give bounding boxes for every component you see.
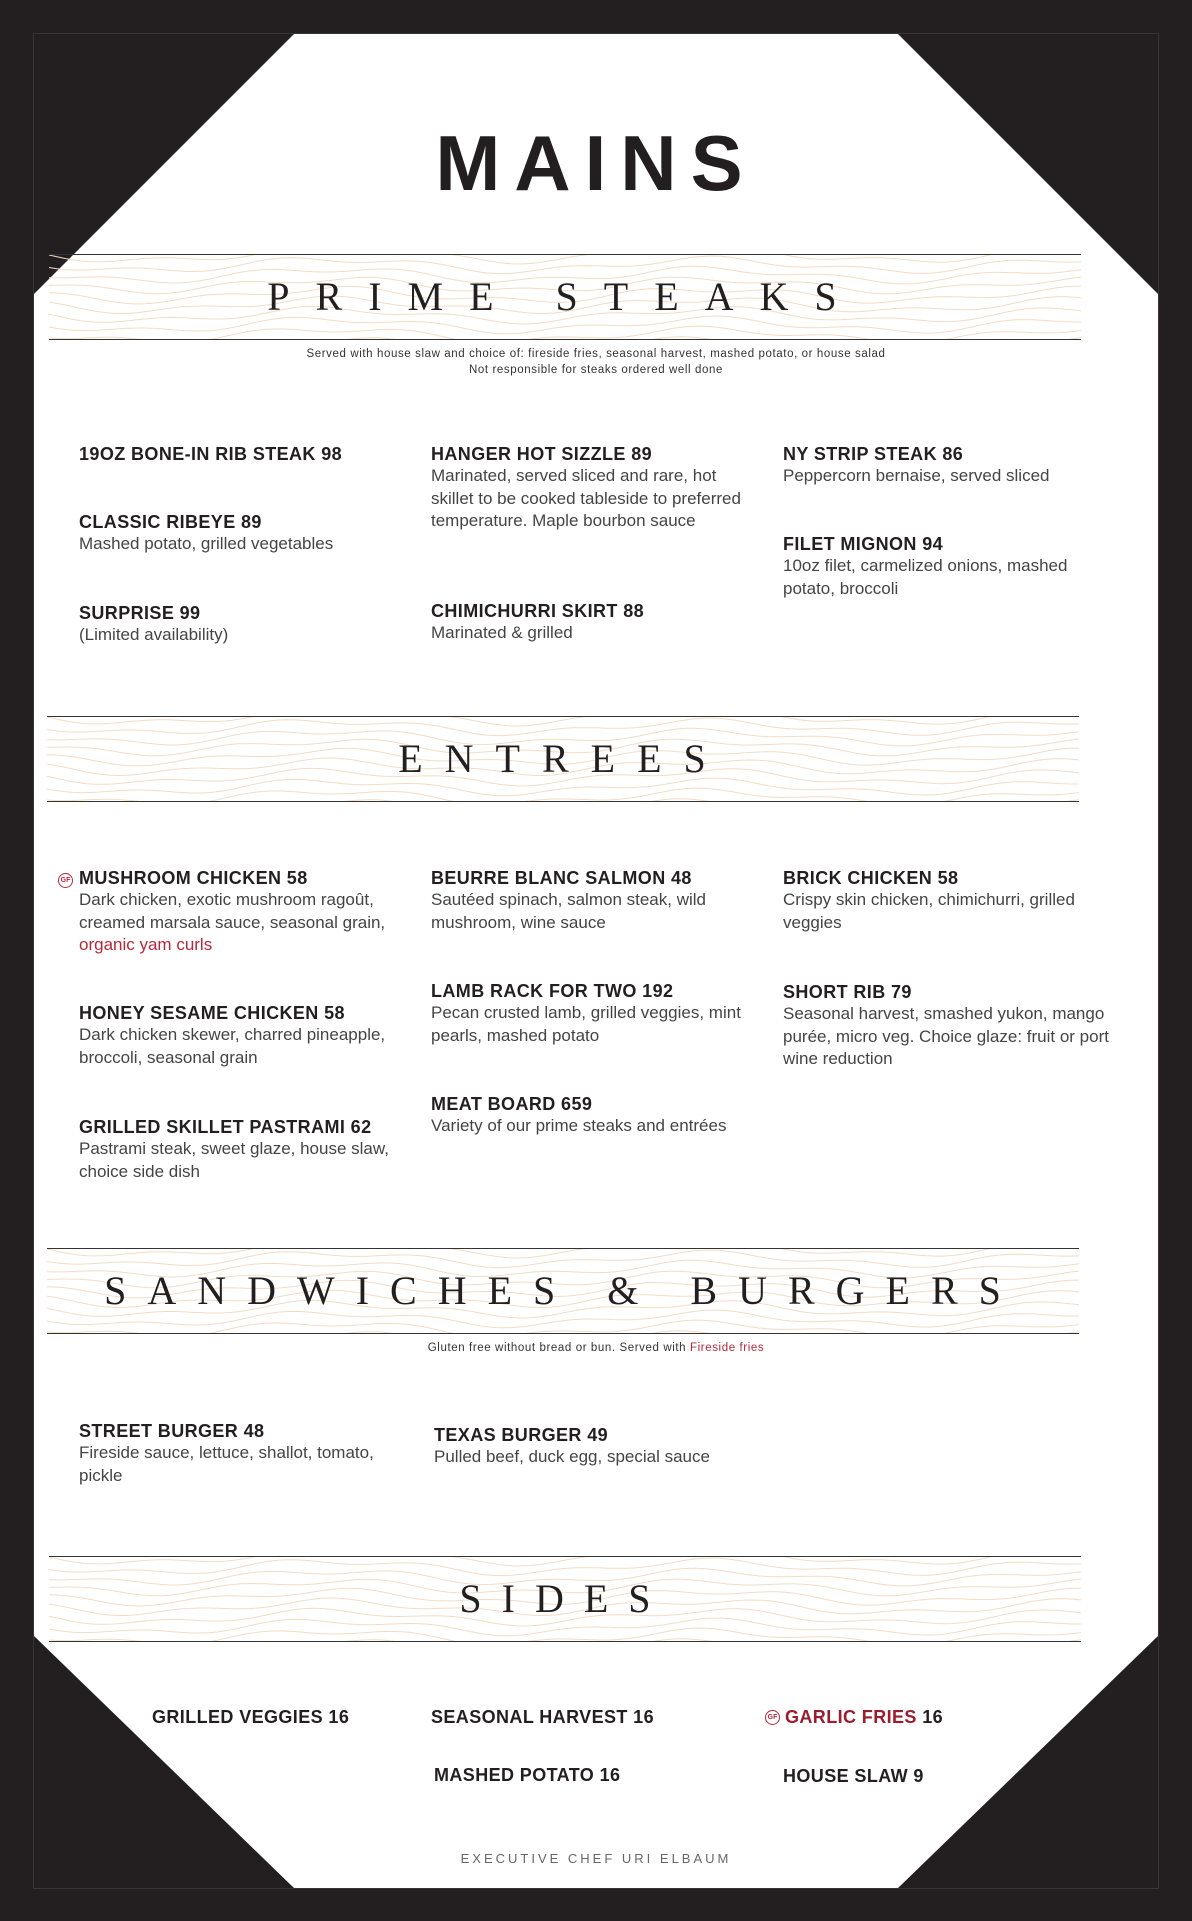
item-description: Sautéed spinach, salmon steak, wild mushroom, wine sauce [431,890,706,932]
menu-item [79,867,409,957]
item-description: Pastrami steak, sweet glaze, house slaw, choice side dish [79,1139,389,1181]
menu-item [79,443,409,465]
item-description: Dark chicken skewer, charred pineapple, broccoli, seasonal grain [79,1025,386,1067]
item-description: 10oz filet, carmelized onions, mashed potato, broccoli [783,556,1068,598]
item-description: Fireside sauce, lettuce, shallot, tomato, pickle [79,1443,374,1485]
section-title-sides: SIDES [459,1576,671,1621]
menu-item [431,600,761,645]
executive-chef-credit: EXECUTIVE CHEF URI ELBAUM [460,1851,732,1866]
item-description: Marinated & grilled [431,623,573,642]
item-description: Crispy skin chicken, chimichurri, grilled veggies [783,890,1075,932]
item-name: 19OZ BONE-IN RIB STEAK 98 [79,444,343,464]
item-name: BRICK CHICKEN 58 [783,868,959,888]
item-description: Marinated, served sliced and rare, hot skillet to be cooked tableside to preferred temperature. Maple bourbon sauce [431,466,741,530]
item-description: Peppercorn bernaise, served sliced [783,466,1050,485]
menu-item [783,981,1113,1071]
menu-item [783,867,1103,934]
item-description: Seasonal harvest, smashed yukon, mango purée, micro veg. Choice glaze: fruit or port wine reduction [783,1004,1109,1068]
menu-item [431,1093,771,1138]
menu-item [79,511,409,556]
side-item: GARLIC FRIES 16 [785,1707,944,1727]
sandwiches-note-highlight: Fireside fries [689,1342,765,1354]
item-description: (Limited availability) [79,625,229,644]
item-name: NY STRIP STEAK 86 [783,444,964,464]
item-description: Pulled beef, duck egg, special sauce [434,1447,710,1466]
menu-item [431,980,761,1047]
section-header-sandwiches [47,1248,1079,1334]
menu-item [783,533,1103,600]
steaks-note-welldone: Not responsible for steaks ordered well done [469,364,723,376]
section-header-prime-steaks [49,254,1081,340]
section-title-prime-steaks: PRIME STEAKS [267,274,863,319]
item-name: MUSHROOM CHICKEN 58 [79,868,308,888]
side-item: GRILLED VEGGIES 16 [152,1707,350,1727]
item-description: Dark chicken, exotic mushroom ragoût, creamed marsala sauce, seasonal grain, organic yam curls [79,890,386,954]
item-description: Variety of our prime steaks and entrées [431,1116,727,1135]
item-name: SHORT RIB 79 [783,982,912,1002]
menu-item [431,867,761,934]
menu-item [434,1424,764,1469]
menu-item [79,1420,409,1487]
page-title: MAINS [435,119,757,207]
menu-item [431,443,751,533]
section-header-sides [49,1556,1081,1642]
item-description-highlight: organic yam curls [79,935,213,954]
item-name: CLASSIC RIBEYE 89 [79,512,262,532]
item-name: STREET BURGER 48 [79,1421,265,1441]
item-name: HANGER HOT SIZZLE 89 [431,444,653,464]
menu-item [79,1002,409,1069]
item-name: CHIMICHURRI SKIRT 88 [431,601,645,621]
item-name: TEXAS BURGER 49 [434,1425,609,1445]
section-title-entrees: ENTREES [398,736,728,781]
item-name: FILET MIGNON 94 [783,534,944,554]
gluten-free-icon: GF [58,873,73,888]
item-description: Pecan crusted lamb, grilled veggies, mint pearls, mashed potato [431,1003,741,1045]
sandwiches-note: Gluten free without bread or bun. Served with Fireside fries [427,1342,765,1354]
side-item: SEASONAL HARVEST 16 [431,1707,654,1727]
menu-item [783,443,1113,488]
side-item: HOUSE SLAW 9 [783,1766,924,1786]
section-title-sandwiches: SANDWICHES & BURGERS [104,1268,1022,1313]
item-name: SURPRISE 99 [79,603,201,623]
menu-item [79,602,409,647]
item-name: BEURRE BLANC SALMON 48 [431,868,692,888]
section-header-entrees [47,716,1079,802]
menu-item [79,1116,409,1183]
gluten-free-icon: GF [765,1710,780,1725]
item-name: GRILLED SKILLET PASTRAMI 62 [79,1117,372,1137]
side-item: MASHED POTATO 16 [434,1765,621,1785]
item-name: HONEY SESAME CHICKEN 58 [79,1003,345,1023]
steaks-note-sides: Served with house slaw and choice of: fireside fries, seasonal harvest, mashed potato, or house salad [306,348,886,360]
item-name: LAMB RACK FOR TWO 192 [431,981,674,1001]
item-description: Mashed potato, grilled vegetables [79,534,334,553]
item-name: MEAT BOARD 659 [431,1094,593,1114]
